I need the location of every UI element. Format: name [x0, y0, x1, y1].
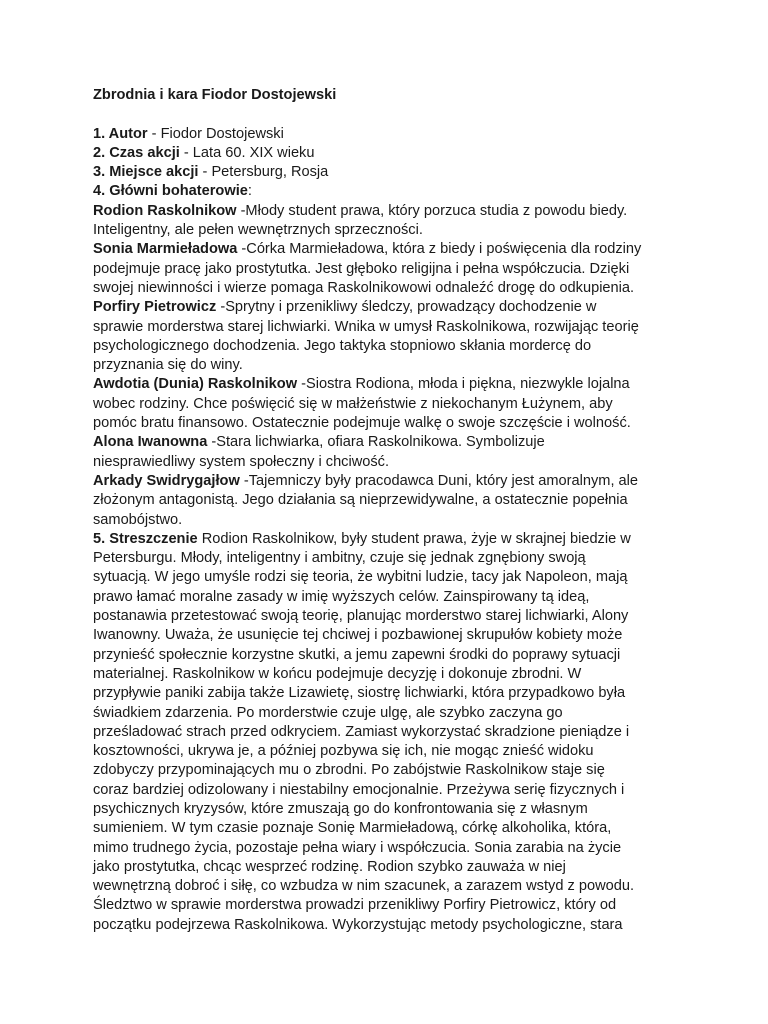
info-value: - Petersburg, Rosja	[198, 164, 329, 181]
character-text: -Sprytny i przenikliwy śledczy, prowadzący dochodzenie w	[216, 299, 597, 316]
info-author	[93, 125, 693, 144]
document-page	[93, 86, 693, 935]
summary-label: 5. Streszczenie	[93, 530, 198, 547]
character-entry	[93, 202, 693, 241]
character-text: -Córka Marmieładowa, która z biedy i poświęcenia dla rodziny	[237, 241, 642, 258]
summary-text: wewnętrzną dobroć i siłę, co wzbudza w nim szacunek, a zarazem wstyd z powodu.	[93, 878, 635, 895]
summary-text: zdobyczy przypominających mu o zbrodni. Po zabójstwie Raskolnikow staje się	[93, 762, 605, 779]
character-name: Porfiry Pietrowicz	[93, 299, 217, 316]
summary-section	[93, 530, 693, 935]
character-text: podejmuje pracę jako prostytutka. Jest głęboko religijna i pełna współczucia. Dzięki	[93, 260, 630, 277]
summary-text: prawo łamać moralne zasady w imię wyższych celów. Zainspirowany tą ideą,	[93, 588, 590, 605]
info-place	[93, 163, 693, 182]
info-label: 3. Miejsce akcji	[93, 164, 199, 181]
character-name: Sonia Marmieładowa	[93, 241, 238, 258]
summary-text: jako prostytutka, chcąc wesprzeć rodzinę. Rodion szybko zauważa w niej	[93, 858, 566, 875]
summary-text: świadkiem zdarzenia. Po morderstwie czuje ulgę, ale szybko zaczyna go	[93, 704, 563, 721]
character-text: swojej niewinności i wierze pomaga Raskolnikowowi odnaleźć drogę do odkupienia.	[93, 279, 635, 296]
summary-text: przypływie paniki zabija także Lizawietę, siostrę lichwiarki, która przypadkowo była	[93, 685, 626, 702]
summary-text: Rodion Raskolnikow, były student prawa, żyje w skrajnej biedzie w	[197, 530, 631, 547]
summary-text: sytuacją. W jego umyśle rodzi się teoria, że wybitni ludzie, tacy jak Napoleon, mają	[93, 569, 628, 586]
character-text: pomóc bratu finansowo. Ostatecznie podejmuje walkę o swoje szczęście i wolność.	[93, 415, 631, 432]
character-text: psychologicznego dochodzenia. Jego taktyka stopniowo skłania mordercę do	[93, 337, 592, 354]
character-entry	[93, 240, 693, 298]
character-text: niesprawiedliwy system społeczny i chciwość.	[93, 453, 390, 470]
summary-text: prześladować strach przed odkryciem. Zamiast wykorzystać skradzione pieniądze i	[93, 723, 630, 740]
character-entry	[93, 375, 693, 433]
info-value: - Lata 60. XIX wieku	[179, 144, 315, 161]
summary-text: Iwanowny. Uważa, że usunięcie tej chciwej i pozbawionej skrupułów kobiety może	[93, 627, 623, 644]
summary-text: postanawia przetestować swoją teorię, planując morderstwo starej lichwiarki, Alony	[93, 608, 629, 625]
summary-text: sumieniem. W tym czasie poznaje Sonię Marmieładową, córkę alkoholika, która,	[93, 820, 612, 837]
document-title: Zbrodnia i kara Fiodor Dostojewski	[93, 87, 337, 103]
character-text: sprawie morderstwa starej lichwiarki. Wnika w umysł Raskolnikowa, rozwijając teorię	[93, 318, 639, 335]
characters-section	[93, 202, 693, 530]
summary-text: początku podejrzewa Raskolnikowa. Wykorzystując metody psychologiczne, stara	[93, 916, 623, 933]
character-name: Rodion Raskolnikow	[93, 202, 237, 219]
character-name: Alona Iwanowna	[93, 434, 208, 451]
summary-text: coraz bardziej odizolowany i niestabilny emocjonalnie. Przeżywa serię fizycznych i	[93, 781, 625, 798]
character-text: złożonym antagonistą. Jego działania są nieprzewidywalne, a ostatecznie popełnia	[93, 492, 628, 509]
summary-text: mimo trudnego życia, pozostaje pełna wiary i współczucia. Sonia zarabia na życie	[93, 839, 622, 856]
character-name: Arkady Swidrygajłow	[93, 472, 240, 489]
character-text: wobec rodziny. Chce poświęcić się w małżeństwie z niekochanym Łużynem, aby	[93, 395, 613, 412]
summary-text: materialnej. Raskolnikow w końcu podejmuje decyzję i dokonuje zbrodni. W	[93, 665, 582, 682]
info-time	[93, 144, 693, 163]
summary-text: Petersburgu. Młody, inteligentny i ambitny, czuje się jednak zgnębiony swoją	[93, 550, 586, 567]
character-entry	[93, 433, 693, 472]
summary-text: psychicznych kryzysów, które zmuszają go do konfrontowania się z własnym	[93, 800, 588, 817]
info-section	[93, 125, 693, 202]
character-text: -Siostra Rodiona, młoda i piękna, niezwykle lojalna	[297, 376, 630, 393]
character-text: samobójstwo.	[93, 511, 183, 528]
info-label: 4. Główni bohaterowie	[93, 183, 248, 200]
character-text: przyznania się do winy.	[93, 357, 243, 374]
character-entry	[93, 298, 693, 375]
summary-text: przynieść społecznie korzystne skutki, a jemu zapewni środki do poprawy sytuacji	[93, 646, 621, 663]
character-text: Inteligentny, ale pełen wewnętrznych sprzeczności.	[93, 222, 423, 239]
summary-text: Śledztwo w sprawie morderstwa prowadzi przenikliwy Porfiry Pietrowicz, który od	[93, 897, 617, 914]
summary-text: kosztowności, ukrywa je, a później pozbywa się ich, nie mogąc znieść widoku	[93, 743, 594, 760]
info-characters	[93, 182, 693, 201]
info-value: - Fiodor Dostojewski	[147, 125, 284, 142]
character-text: -Młody student prawa, który porzuca studia z powodu biedy.	[236, 202, 628, 219]
character-name: Awdotia (Dunia) Raskolnikow	[93, 376, 298, 393]
info-value: :	[247, 183, 252, 200]
character-text: -Stara lichwiarka, ofiara Raskolnikowa. Symbolizuje	[207, 434, 545, 451]
character-entry	[93, 472, 693, 530]
character-text: -Tajemniczy były pracodawca Duni, który jest amoralnym, ale	[239, 472, 639, 489]
info-label: 1. Autor	[93, 125, 148, 142]
info-label: 2. Czas akcji	[93, 144, 180, 161]
